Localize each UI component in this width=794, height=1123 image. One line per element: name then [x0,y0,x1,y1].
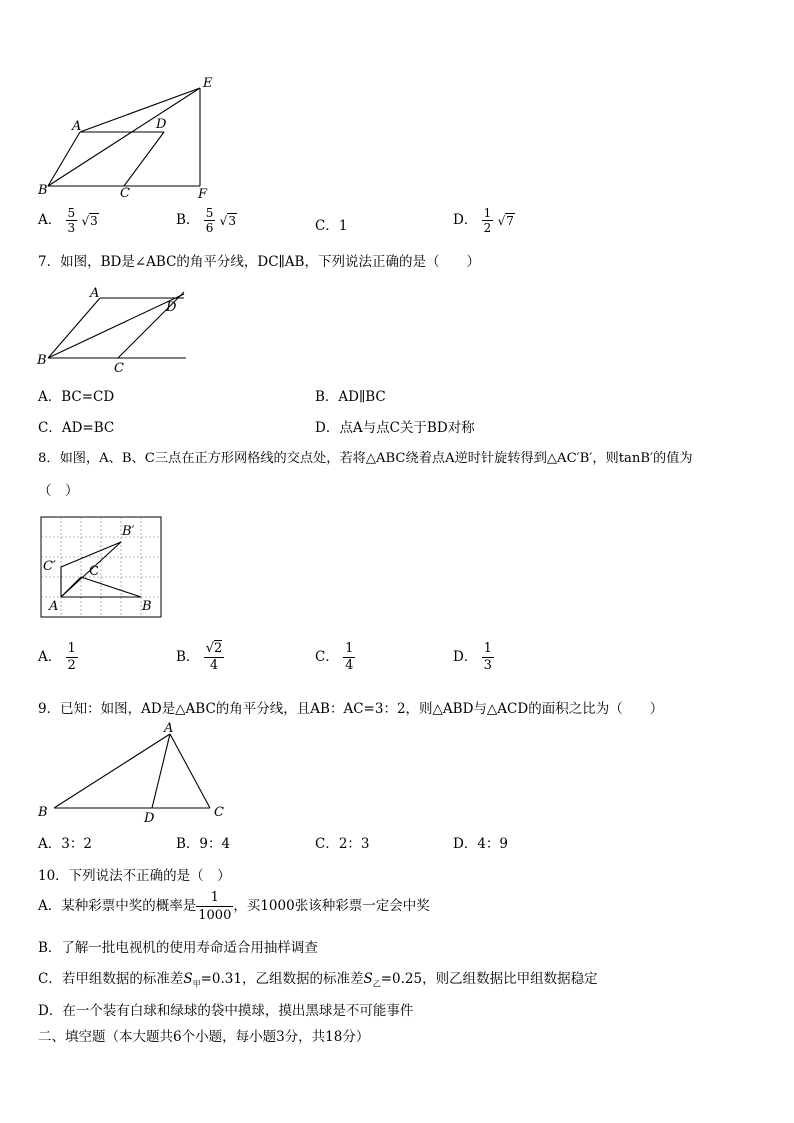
label-D: D [156,117,167,132]
q9-option-b[interactable]: B．9：4 [176,836,231,852]
label-A: A [49,599,59,614]
label-A: A [72,119,82,134]
label-D: D [166,300,177,315]
q10-option-d[interactable]: D．在一个装有白球和绿球的袋中摸球，摸出黑球是不可能事件 [38,1003,414,1019]
figure-q7 [34,284,194,374]
label-Bprime: B′ [122,524,135,539]
q8-option-d[interactable]: D． $\frac{1}{3}$ [453,641,492,673]
q7-stem: 7．如图，BD是∠ABC的角平分线，DC∥AB，下列说法正确的是（ ） [38,254,480,270]
q8-option-c[interactable]: C． $\frac{1}{4}$ [315,641,354,673]
q9-stem: 9．已知：如图，AD是△ABC的角平分线，且AB：AC=3：2，则△ABD与△ACD的面积之比为（ ） [38,701,664,717]
q8-option-b[interactable]: B． $\frac{√2}{4}$ [176,641,223,673]
label-B: B [37,353,47,368]
q10-option-a[interactable]: A．某种彩票中奖的概率是 $\frac{1}{1000}$ ，买1000张该种彩票一定会中奖 [38,890,430,923]
label-C: C [114,361,124,374]
label-Cprime: C′ [43,559,56,574]
label-A: A [164,721,174,736]
q8-option-a[interactable]: A． $\frac{1}{2}$ [38,641,76,673]
q6-option-c[interactable]: C．1 [315,218,348,234]
figure-q8-grid [40,516,164,620]
q8-stem-line2: （ ） [38,483,79,499]
label-C: C [214,805,224,820]
q8-stem-line1: 8．如图，A、B、C三点在正方形网格线的交点处，若将△ABC绕着点A逆时针旋转得到△AC′B′，则tanB′的值为 [38,451,693,466]
q7-option-d[interactable]: D．点A与点C关于BD对称 [315,420,475,436]
q7-option-c[interactable]: C．AD=BC [38,420,115,436]
q7-option-b[interactable]: B．AD∥BC [315,389,386,405]
q10-stem: 10．下列说法不正确的是（ ） [38,868,231,884]
label-C: C [89,564,99,579]
label-E: E [203,76,213,91]
figure-q6 [34,74,224,200]
label-B: B [38,183,48,198]
q10-option-c[interactable]: C．若甲组数据的标准差$S_甲=0.31$，乙组数据的标准差$S_乙=0.25$，则乙组数据比甲组数据稳定 [38,971,598,989]
section-2-heading: 二、填空题（本大题共6个小题，每小题3分，共18分） [38,1029,370,1045]
q7-option-a[interactable]: A．BC=CD [38,389,115,405]
q9-option-c[interactable]: C．2：3 [315,836,370,852]
q6-option-d[interactable]: D． $\frac{1}{2}$ √7 [453,206,514,235]
label-D: D [144,811,155,826]
label-C: C [120,186,130,200]
q10-option-b[interactable]: B．了解一批电视机的使用寿命适合用抽样调查 [38,940,318,956]
label-F: F [198,187,208,200]
q9-option-a[interactable]: A．3：2 [38,836,92,852]
q6-option-b[interactable]: B． $\frac{5}{6}$ √3 [176,206,236,235]
label-B: B [38,805,48,820]
q9-option-d[interactable]: D．4：9 [453,836,509,852]
label-B: B [142,599,152,614]
label-A: A [90,286,100,301]
q6-option-a[interactable]: A． $\frac{5}{3}$ √3 [38,206,98,235]
figure-q9 [34,718,230,826]
